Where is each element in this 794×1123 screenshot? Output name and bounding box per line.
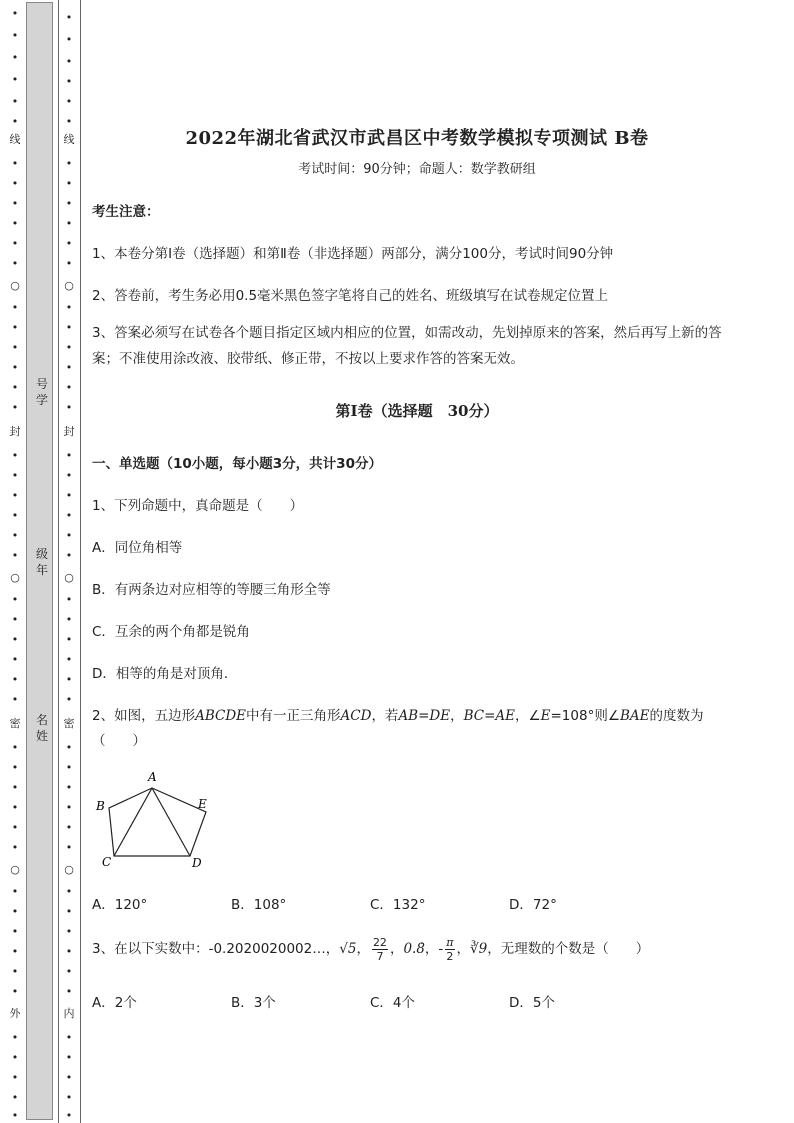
right-marker-mi: 密 bbox=[63, 717, 75, 730]
vertex-label-d: D bbox=[192, 856, 202, 870]
q3-option-d: D．5个 bbox=[509, 995, 555, 1011]
left-marker-circle-3: ○ bbox=[10, 863, 20, 876]
fraction-pi-2: $\frac{\pi}{2}$ bbox=[446, 935, 454, 963]
notice-item-2: 2、答卷前，考生务必用0.5毫米黑色签字笔将自己的姓名、班级填写在试卷规定位置上 bbox=[92, 288, 609, 304]
right-marker-circle-1: ○ bbox=[64, 279, 74, 292]
triangle-side-ac bbox=[114, 788, 152, 856]
vertex-label-e: E bbox=[198, 797, 207, 811]
q1-option-a: A．同位角相等 bbox=[92, 540, 183, 556]
margin-line-1 bbox=[58, 0, 59, 1123]
field-name: 名姓 bbox=[35, 713, 48, 743]
q3-option-c: C．4个 bbox=[370, 995, 416, 1011]
field-class: 级年 bbox=[35, 547, 48, 577]
pentagon-figure bbox=[92, 766, 222, 874]
q3-option-a: A．2个 bbox=[92, 995, 137, 1011]
q2-option-d: D．72° bbox=[509, 897, 557, 913]
left-marker-xian: 线 bbox=[9, 133, 21, 146]
vertex-label-a: A bbox=[148, 770, 157, 784]
q3-option-b: B．3个 bbox=[231, 995, 276, 1011]
triangle-side-ad bbox=[152, 788, 190, 856]
field-student-number: 号学 bbox=[35, 377, 48, 407]
vertex-label-b: B bbox=[96, 799, 105, 813]
q3-stem: 3、在以下实数中：-0.2020020002…，√5， $\frac{22}{7}$ ，0.8̇，- $\frac{\pi}{2}$ ，∛9，无理数的个数是（ ） bbox=[92, 935, 650, 963]
q2-option-a: A．120° bbox=[92, 897, 148, 913]
q1-option-b: B．有两条边对应相等的等腰三角形全等 bbox=[92, 582, 331, 598]
left-marker-mi: 密 bbox=[9, 717, 21, 730]
right-marker-nei: 内 bbox=[63, 1007, 75, 1020]
exam-subtitle: 考试时间：90分钟；命题人：数学教研组 bbox=[298, 162, 536, 177]
q2-option-b: B．108° bbox=[231, 897, 287, 913]
right-marker-xian: 线 bbox=[63, 133, 75, 146]
notice-heading: 考生注意： bbox=[92, 204, 160, 220]
left-dot-column: • • • • • • 线 • • • • • • ○ • • • • • • 封 • • • • • • ○ • • • • • • 密 • • • • • • ○ • • • • • • 外 • • • • • bbox=[9, 7, 21, 1122]
q1-option-d: D．相等的角是对顶角． bbox=[92, 666, 238, 682]
vertex-label-c: C bbox=[102, 855, 112, 869]
left-marker-circle-2: ○ bbox=[10, 571, 20, 584]
q1-option-c: C．互余的两个角都是锐角 bbox=[92, 624, 250, 640]
right-marker-circle-2: ○ bbox=[64, 571, 74, 584]
q1-stem: 1、下列命题中，真命题是（ ） bbox=[92, 498, 304, 514]
q3-options bbox=[92, 991, 652, 1011]
notice-item-1: 1、本卷分第I卷（选择题）和第Ⅱ卷（非选择题）两部分，满分100分，考试时间90分钟 bbox=[92, 246, 614, 262]
section-title: 第I卷（选择题 30分） bbox=[335, 402, 499, 420]
q2-option-c: C．132° bbox=[370, 897, 426, 913]
q2-options bbox=[92, 893, 652, 913]
binding-margin bbox=[0, 0, 86, 1123]
notice-item-3: 3、答案必须写在试卷各个题目指定区域内相应的位置，如需改动，先划掉原来的答案，然后再写上新的答案；不准使用涂改液、胶带纸、修正带，不按以上要求作答的答案无效。 bbox=[92, 325, 722, 367]
right-dot-column: • • • • • • 线 • • • • • • ○ • • • • • • 封 • • • • • • ○ • • • • • • 密 • • • • • • ○ • • • • • • 内 • • • • • bbox=[63, 11, 75, 1122]
exam-title: 2022年湖北省武汉市武昌区中考数学模拟专项测试 B卷 bbox=[185, 128, 649, 149]
right-marker-circle-3: ○ bbox=[64, 863, 74, 876]
q2-answer-blank: （ ） bbox=[92, 733, 146, 749]
margin-line-2 bbox=[80, 0, 81, 1123]
left-marker-feng: 封 bbox=[9, 425, 21, 438]
left-marker-wai: 外 bbox=[9, 1007, 21, 1020]
fraction-22-7: $\frac{22}{7}$ bbox=[372, 935, 387, 963]
left-marker-circle-1: ○ bbox=[10, 279, 20, 292]
q2-stem: 2、如图，五边形ABCDE中有一正三角形ACD，若AB=DE，BC=AE，∠E=108°则∠BAE的度数为 bbox=[92, 708, 704, 724]
right-marker-feng: 封 bbox=[63, 425, 75, 438]
part-heading: 一、单选题（10小题，每小题3分，共计30分） bbox=[92, 456, 382, 472]
